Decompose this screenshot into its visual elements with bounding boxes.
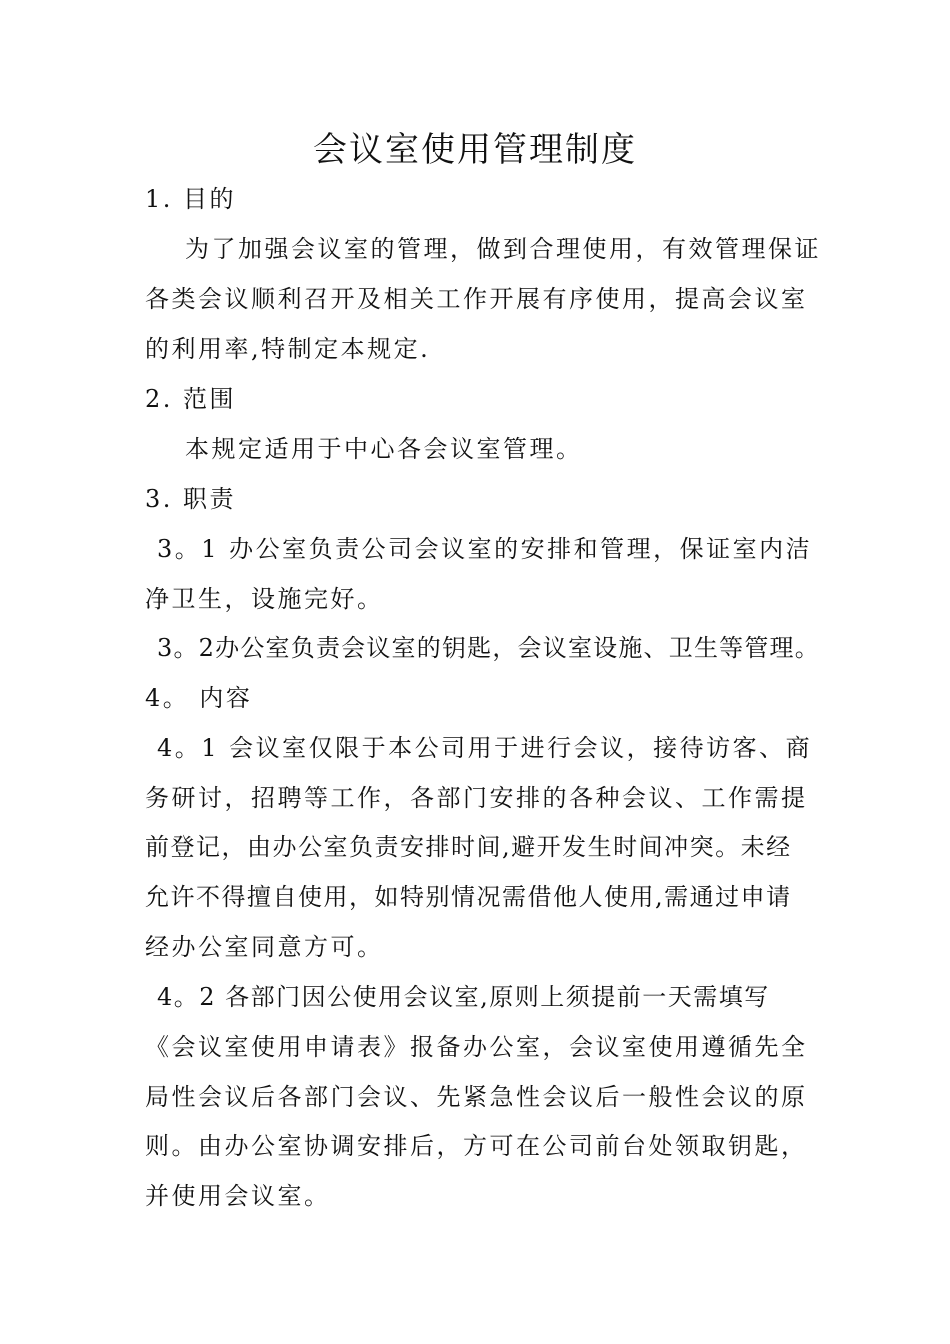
heading-scope: 2. 范围	[145, 385, 237, 413]
clause-line: 4。1 会议室仅限于本公司用于进行会议，接待访客、商	[157, 734, 813, 762]
paragraph-line: 本规定适用于中心各会议室管理。	[185, 435, 583, 463]
heading-responsibility: 3. 职责	[145, 485, 237, 513]
clause-line: 经办公室同意方可。	[145, 933, 384, 961]
paragraph-line: 为了加强会议室的管理，做到合理使用，有效管理保证	[185, 235, 821, 263]
clause-line: 则。由办公室协调安排后，方可在公司前台处领取钥匙，	[145, 1132, 808, 1160]
clause-line: 《会议室使用申请表》报备办公室，会议室使用遵循先全	[145, 1033, 808, 1061]
clause-line: 3。2办公室负责会议室的钥匙，会议室设施、卫生等管理。	[157, 634, 820, 662]
paragraph-line: 的利用率,特制定本规定.	[145, 335, 431, 363]
heading-content: 4。 内容	[145, 684, 253, 712]
clause-line: 务研讨，招聘等工作，各部门安排的各种会议、工作需提	[145, 784, 808, 812]
page-title: 会议室使用管理制度	[313, 130, 637, 170]
clause-line: 并使用会议室。	[145, 1182, 331, 1210]
clause-line: 3。1 办公室负责公司会议室的安排和管理，保证室内洁	[157, 535, 813, 563]
paragraph-line: 各类会议顺利召开及相关工作开展有序使用，提高会议室	[145, 285, 808, 313]
clause-line: 允许不得擅自使用，如特别情况需借他人使用,需通过申请	[145, 883, 792, 911]
clause-line: 局性会议后各部门会议、先紧急性会议后一般性会议的原	[145, 1083, 808, 1111]
heading-purpose: 1. 目的	[145, 185, 237, 213]
clause-line: 4。2 各部门因公使用会议室,原则上须提前一天需填写	[157, 983, 770, 1011]
clause-line: 净卫生，设施完好。	[145, 585, 384, 613]
clause-line: 前登记，由办公室负责安排时间,避开发生时间冲突。未经	[145, 833, 792, 861]
